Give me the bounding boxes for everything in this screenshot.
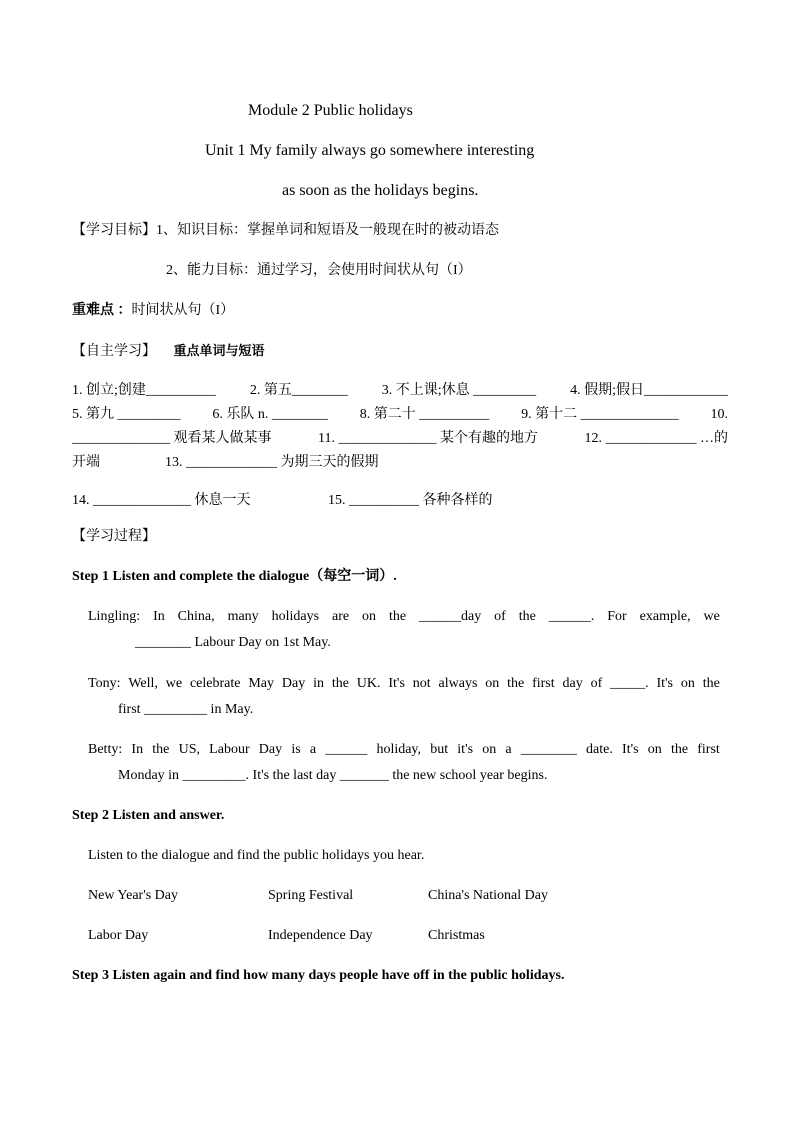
vocab-item: 6. 乐队 n. ________	[212, 407, 328, 422]
word: celebrate	[189, 676, 241, 691]
word: are	[332, 609, 350, 624]
tony-line-2: first _________ in May.	[118, 702, 254, 717]
unit-title-continued: as soon as the holidays begins.	[282, 182, 479, 199]
word: is	[291, 742, 301, 757]
word: Lingling:	[88, 609, 141, 624]
holiday-option: China's National Day	[428, 888, 548, 903]
vocab-row-5-item-b: 15. __________ 各种各样的	[328, 493, 493, 508]
vocab-item: 1. 创立;创建__________	[72, 383, 216, 398]
word: date.	[586, 742, 613, 757]
self-study-heading	[72, 342, 265, 361]
word: It's	[388, 676, 405, 691]
holiday-option: Independence Day	[268, 928, 373, 943]
word: but	[430, 742, 449, 757]
word: the	[702, 676, 720, 691]
word: the	[152, 742, 170, 757]
betty-line-1	[88, 741, 720, 759]
word: we	[703, 609, 720, 624]
word: May	[248, 676, 275, 691]
word: we	[165, 676, 183, 691]
word: the	[518, 609, 536, 624]
vocab-item: 12. _____________ …的	[584, 431, 728, 446]
word: Betty:	[88, 742, 123, 757]
word: UK.	[356, 676, 381, 691]
word: on	[485, 676, 500, 691]
step1-title: Step 1 Listen and complete the dialogue（每空一词）.	[72, 569, 397, 584]
word: ______day	[419, 609, 482, 624]
step2-title: Step 2 Listen and answer.	[72, 808, 225, 823]
holiday-option: New Year's Day	[88, 888, 179, 903]
objective-line-1: 【学习目标】1、知识目标：掌握单词和短语及一般现在时的被动语态	[72, 223, 499, 238]
vocab-row-1	[72, 382, 728, 400]
vocab-row-5-item-a: 14. ______________ 休息一天	[72, 493, 251, 508]
self-study-label: 【自主学习】	[72, 344, 156, 359]
word: In	[153, 609, 165, 624]
tony-line-1	[88, 675, 720, 693]
key-point-text: 时间状从句（I）	[131, 303, 235, 318]
word: on	[482, 742, 497, 757]
word: first	[697, 742, 720, 757]
word: Labour	[209, 742, 250, 757]
self-study-subtitle: 重点单词与短语	[173, 343, 265, 358]
word: the	[331, 676, 349, 691]
word: it's	[457, 742, 474, 757]
objective-line-2: 2、能力目标：通过学习，会使用时间状从句（I）	[166, 263, 472, 278]
word: of	[494, 609, 506, 624]
word: on	[680, 676, 695, 691]
step2-instruction: Listen to the dialogue and find the public holidays you hear.	[88, 848, 425, 863]
key-point-label: 重难点 ：	[72, 303, 132, 318]
word: ______.	[548, 609, 595, 624]
vocab-item: 5. 第九 _________	[72, 407, 181, 422]
word: of	[590, 676, 603, 691]
word: the	[388, 609, 407, 624]
word: not	[412, 676, 431, 691]
word: holidays	[271, 609, 320, 624]
lingling-line-2: ________ Labour Day on 1st May.	[135, 635, 331, 650]
betty-line-2: Monday in _________. It's the last day _______ the new school year begins.	[118, 768, 548, 783]
word: many	[227, 609, 259, 624]
word: holiday,	[376, 742, 422, 757]
word: Day	[258, 742, 283, 757]
word: first	[532, 676, 555, 691]
word: US,	[178, 742, 200, 757]
vocab-item: 2. 第五________	[249, 383, 348, 398]
vocab-item: 9. 第十二 ______________	[521, 407, 679, 422]
word: It's	[622, 742, 639, 757]
holiday-option: Labor Day	[88, 928, 149, 943]
vocab-item: 4. 假期;假日____________	[570, 383, 728, 398]
key-point	[72, 302, 234, 320]
word: Day	[281, 676, 306, 691]
holiday-option: Spring Festival	[268, 888, 354, 903]
word: day	[562, 676, 583, 691]
word: It's	[656, 676, 674, 691]
unit-title: Unit 1 My family always go somewhere interesting	[205, 142, 535, 159]
vocab-row-2	[72, 406, 728, 424]
word: _____.	[610, 676, 649, 691]
word: the	[670, 742, 689, 757]
vocab-row-3	[72, 430, 728, 448]
word: in	[313, 676, 324, 691]
vocab-item: ______________ 观看某人做某事	[72, 431, 272, 446]
vocab-row-4-item: 13. _____________ 为期三天的假期	[165, 455, 379, 470]
vocab-row-4-start: 开端	[72, 455, 100, 470]
step3-title: Step 3 Listen again and find how many days people have off in the public holidays.	[72, 968, 565, 983]
lingling-line-1	[88, 608, 720, 626]
vocab-item: 10.	[710, 407, 728, 422]
word: ______	[325, 742, 368, 757]
vocab-item: 11. ______________ 某个有趣的地方	[318, 431, 538, 446]
word: on	[647, 742, 662, 757]
word: the	[507, 676, 525, 691]
word: Tony:	[88, 676, 121, 691]
word: For	[607, 609, 627, 624]
module-title: Module 2 Public holidays	[248, 102, 413, 119]
word: Well,	[128, 676, 158, 691]
word: a	[309, 742, 317, 757]
word: In	[131, 742, 144, 757]
word: always	[438, 676, 478, 691]
word: ________	[520, 742, 577, 757]
holiday-option: Christmas	[428, 928, 485, 943]
word: example,	[639, 609, 691, 624]
word: on	[362, 609, 377, 624]
vocab-item: 3. 不上课;休息 _________	[381, 383, 537, 398]
word: a	[505, 742, 512, 757]
vocab-item: 8. 第二十 __________	[359, 407, 490, 422]
process-heading: 【学习过程】	[72, 529, 156, 544]
word: China,	[177, 609, 215, 624]
